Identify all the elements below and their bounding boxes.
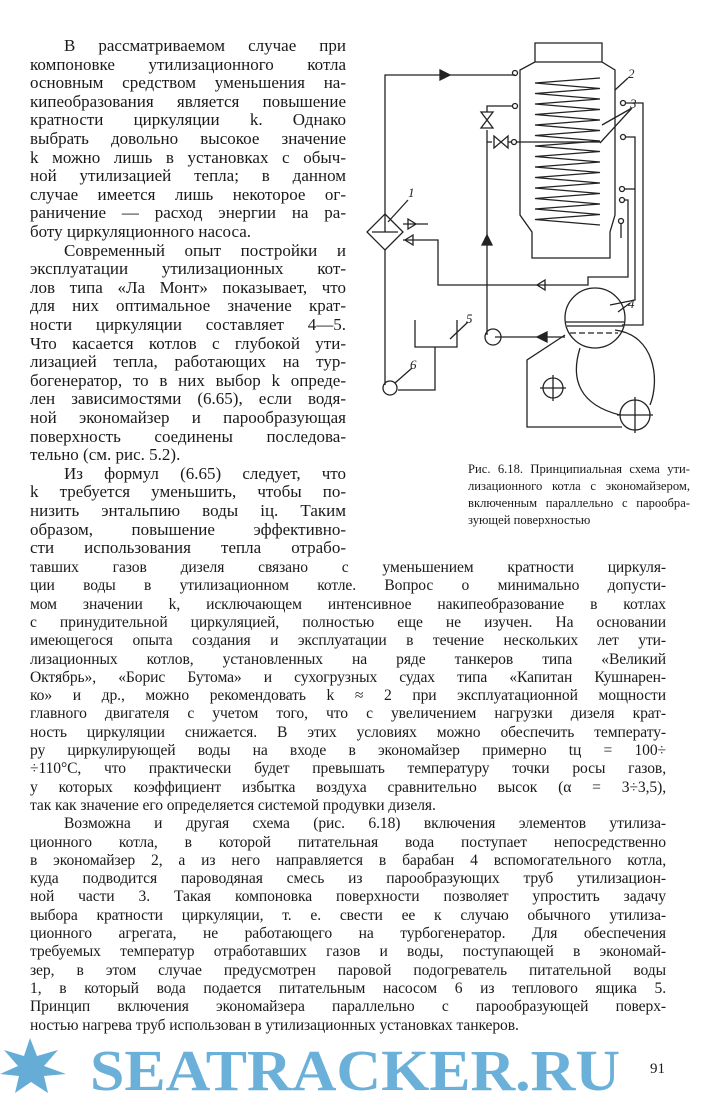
text-line: ÷110°С, что практически будет превышать температуру точки росы газов, — [30, 760, 666, 778]
label-5: 5 — [466, 311, 473, 326]
text-line: ционного котла, в которой питательная вода поступает непосредственно — [30, 833, 666, 851]
caption-line: Рис. 6.18. Принципиальная схема ути- — [468, 462, 690, 476]
label-6: 6 — [410, 357, 417, 372]
text-line: k требуется уменьшить, чтобы по- — [30, 482, 346, 502]
text-line: ции воды в утилизационном котле. Вопрос о минимально допусти- — [30, 577, 666, 595]
caption-line: зующей поверхностью — [468, 513, 591, 527]
label-1: 1 — [408, 185, 415, 200]
text-line: лов типа «Ла Монт» показывает, что — [30, 277, 346, 297]
boiler-tower — [520, 43, 615, 258]
drum-4 — [565, 288, 625, 348]
text-line: у которых коэффициент избытка воздуха сравнительно высок (α = 3÷3,5), — [30, 778, 666, 796]
text-line: Возможна и другая схема (рис. 6.18) включения элементов утилиза- — [64, 815, 666, 833]
text-line: требуемых температур отработавших газов и воды, поступающей в экономай- — [30, 943, 666, 961]
text-line: эксплуатации утилизационных кот- — [30, 259, 346, 279]
feed-pump-6 — [383, 381, 397, 395]
text-line: лизацией тепла, работающих на тур- — [30, 352, 346, 372]
text-line: тавших газов дизеля связано с уменьшением кратности циркуля- — [30, 559, 666, 576]
text-line: ко» и др., можно рекомендовать k ≈ 2 при эксплуатационной мощности — [30, 687, 666, 705]
text-line: ной экономайзер и парообразующая — [30, 408, 346, 427]
text-line: сти использования тепла отрабо- — [30, 538, 346, 558]
text-line: ной части 3. Такая компоновка поверхности позволяет упростить задачу — [30, 888, 666, 906]
auxiliary-boiler-casing — [527, 330, 654, 433]
text-line: ной утилизацией тепла; в данном — [30, 166, 346, 186]
text-line: выбрать довольно высокое значение — [30, 129, 346, 148]
text-line: 1, в который вода подается питательным насосом 6 из теплового ящика 5. — [30, 979, 666, 997]
text-line: Что касается котлов с глубокой ути- — [30, 333, 346, 353]
text-line: основным средством уменьшения на- — [30, 73, 346, 93]
text-line: для них оптимальное значение крат- — [30, 296, 346, 316]
label-3: 3 — [630, 96, 637, 111]
text-line: ру циркулирующей воды на входе в экономайзер примерно tц = 100÷ — [30, 742, 666, 759]
starburst-icon — [0, 1038, 66, 1093]
caption-line: лизационного котла с экономайзером, — [468, 479, 690, 493]
label-4: 4 — [628, 296, 635, 311]
text-line: выбора кратности циркуляции, т. е. свести ее к случаю обычного утилиза- — [30, 906, 666, 924]
svg-text:SEATRACKER.RU: SEATRACKER.RU — [90, 1038, 620, 1095]
text-line: Октябрь», «Борис Бутома» и сухогрузных судах типа «Капитан Кушнарен- — [30, 668, 666, 686]
text-line: в экономайзер 2, а из него направляется в барабан 4 вспомогательного котла, — [30, 851, 666, 869]
text-line: поверхность соединены последова- — [30, 426, 346, 446]
text-line: Из формул (6.65) следует, что — [64, 463, 346, 483]
caption-line: включенным параллельно с парообра- — [468, 496, 690, 510]
page-number: 91 — [650, 1061, 665, 1077]
text-line: раничение — расход энергии на ра- — [30, 203, 346, 223]
text-line: лен зависимостями (6.65), если водя- — [30, 389, 346, 409]
text-line: ционного агрегата, не работающего на турбогенератор. Для обеспечения — [30, 925, 666, 942]
piping — [385, 70, 643, 385]
text-line: с принудительной циркуляцией, полностью еще не изучен. На основании — [30, 613, 666, 631]
hot-well-5 — [398, 320, 457, 390]
text-line: кратности циркуляции k. Однако — [30, 110, 346, 130]
text-line: боту циркуляционного насоса. — [30, 222, 251, 241]
text-line: лизационных котлов, установленных на ряде танкеров типа «Великий — [30, 650, 666, 668]
coil-tubes — [535, 78, 600, 225]
text-line: кипеобразования является повышение — [30, 91, 346, 111]
text-line: случае имеется лишь некоторое ог- — [30, 184, 346, 204]
text-line: зер, в этом случае предусмотрен паровой подогреватель питательной воды — [30, 961, 666, 979]
drum-water-level — [566, 322, 624, 333]
text-line: имеющегося опыта создания и эксплуатации в течение нескольких лет ути- — [30, 632, 666, 650]
watermark-logo — [0, 1036, 721, 1095]
text-line: главного двигателя с учетом того, что с увеличением нагрузки дизеля крат- — [30, 705, 666, 723]
text-line: так как значение его определяется системой продувки дизеля. — [30, 796, 436, 814]
text-line: В рассматриваемом случае при — [64, 36, 346, 55]
text-line: Принцип включения экономайзера параллельно с парообразующей поверх- — [30, 998, 666, 1016]
text-line: ностью нагрева труб использован в утилизационных установках танкеров. — [30, 1016, 519, 1034]
text-line: образом, повышение эффективно- — [30, 519, 346, 539]
text-line: куда подводится пароводяная смесь из парообразующих труб утилизацион- — [30, 870, 666, 888]
text-line: тельно (см. рис. 5.2). — [30, 445, 181, 465]
text-line: мом значении k, исключающем интенсивное накипеобразование в котлах — [30, 595, 666, 613]
figure-6-18-boiler-schematic — [360, 0, 721, 460]
text-line: компоновке утилизационного котла — [30, 54, 346, 74]
text-line: ности циркуляции составляет 4—5. — [30, 315, 346, 334]
label-2: 2 — [628, 66, 635, 81]
coils — [535, 78, 600, 225]
text-line: k можно лишь в установках с обыч- — [30, 147, 346, 167]
text-line: богенератор, то в них выбор k опреде- — [30, 370, 346, 390]
text-line: ность циркуляции снижается. В этих условиях можно обеспечить температу- — [30, 723, 666, 741]
text-line: низить энтальпию воды iц. Таким — [30, 501, 346, 520]
text-line: Современный опыт постройки и — [64, 240, 346, 260]
